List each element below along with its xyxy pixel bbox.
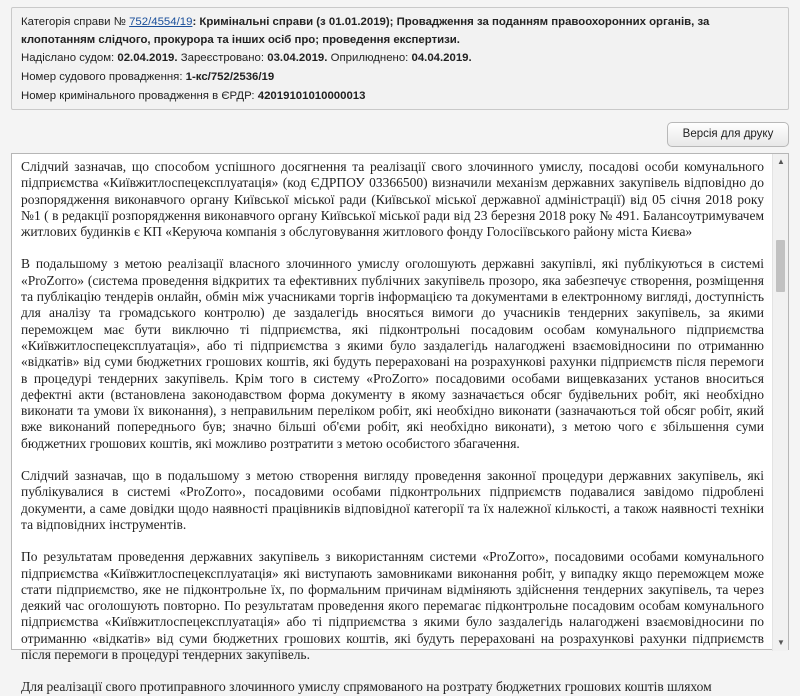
document-frame[interactable] [11,153,789,695]
case-category-row [21,13,779,49]
scroll-down-arrow-icon[interactable]: ▼ [777,638,785,647]
scroll-up-arrow-icon[interactable]: ▲ [777,157,785,166]
category-label: Категорія справи № [21,16,126,28]
registered-date: 03.04.2019. [267,52,328,64]
registered-label: Зареєстровано: [180,52,265,64]
court-proceeding-row [21,68,779,87]
sent-label: Надіслано судом: [21,52,115,64]
court-proceeding-number: 1-кс/752/2536/19 [185,71,275,83]
document-paragraph: Для реалізації свого протиправного злочинного умислу спрямованого на розтрату бюджетних грошових коштів шляхом [21,679,712,695]
document-paragraph: В подальшому з метою реалізації власного злочинного умислу оголошують державні закупівлі, які публікуються в системі «ProZorro» (система проведення відкритих та ефективних публічних закупівель прозоро, яка забезпечує створення, розміщення та публікацію тендерів онлайн, обмін між учасниками торгів інформацією та документами в електронному вигляді, доступність для аналізу та громадського контролю) де заздалегідь вносяться вимоги до учасників тендерних закупівель, за якими переможцем має бути виключно ті підприємства, які підконтрольні посадовим особам комунального підприємства «Київжитлоспецексплуатація», або ті підприємства з якими було заздалегідь налагоджені взаємовідносини по отриманню «відкатів» від суми бюджетних грошових коштів, які будуть перераховані на розрахункові рахунки підприємств після перемоги в процедурі тендерних закупівель. Крім того в систему «ProZorro» посадовими особами вищевказаних установ вноситься дефектні акти (встановлена законодавством форма документу в якому зазначається обсяг будівельних робіт, які необхідно виконати та умови їх виконання), з неправильним переліком робіт, які необхідно виконати (зазначаються той обсяг робіт, який вже виконаний попереднього був; значно більші об'єми робіт, які необхідно виконати), з метою чого є збільшення суми бюджетних грошових коштів, які можливо розтратити з метою особистого збагачення. [21,256,764,451]
court-proceeding-label: Номер судового провадження: [21,71,183,83]
document-text [12,154,772,695]
case-number-link[interactable]: 752/4554/19 [129,16,193,28]
document-paragraph: Слідчий зазначав, що в подальшому з метою створення вигляду проведення законної процедури державних закупівель, які публікувалися в системі «ProZorro», посадовими особами підконтрольних підприємств подавалися завідомо підроблені документи, а саме довідки щодо наявності працівників відповідної категорії та їх належної кількості, а також наявності техніки та відповідних інструментів. [21,468,764,532]
document-paragraph: По результатам проведення державних закупівель з використанням системи «ProZorro», посадовими особами комунального підприємства «Київжитлоспецексплуатація» які виступають замовниками виконання робіт, у випадку якщо переможцем може стати підприємство, яке не підконтрольне їх, по формальним причинам відміняють здійснення тендерних закупівель, та через деякий час оголошують повторно. По результатам проведення якого перемагає підконтрольне посадовим особам комунального підприємства «Київжитлоспецексплуатація» або ті підприємства з якими було заздалегідь налагоджені взаємовідносини по отриманню «відкатів» від суми бюджетних грошових коштів, які будуть перераховані на розрахункові рахунки підприємств після перемоги в процедурі тендерних закупівель. [21,549,764,663]
document-scrollbar[interactable] [772,154,788,651]
criminal-proceeding-label: Номер кримінального провадження в ЄРДР: [21,90,255,102]
dates-row [21,49,779,68]
print-version-button[interactable]: Версія для друку [667,122,789,147]
published-date: 04.04.2019. [411,52,472,64]
scrollbar-thumb[interactable] [776,240,785,292]
case-info-panel [11,7,789,110]
category-text: : Кримінальні справи (з 01.01.2019); Провадження за поданням правоохоронних органів, за клопотанням слідчого, прокурора та інших осіб про; проведення експертизи. [21,16,710,46]
sent-date: 02.04.2019. [117,52,178,64]
document-paragraph: Слідчий зазначав, що способом успішного досягнення та реалізації свого злочинного умислу, посадові особи комунального підприємства «Київжитлоспецексплуатація» (код ЄДРПОУ 03366500) визначили механізм державних закупівель відповідно до розпорядження виконавчого органу Київської міської ради (Київської міської державної адміністрації) від 05 січня 2018 року №1 ( в редакції розпорядження виконавчого органу Київської міської ради від 23 березня 2018 року № 491. Балансоутримувачем житлових будинків є КП «Керуюча компанія з обслуговування житлового фонду Голосіївського району міста Києва» [21,159,764,240]
criminal-proceeding-row [21,87,779,106]
published-label: Оприлюднено: [330,52,409,64]
criminal-proceeding-number: 42019101010000013 [257,90,366,102]
